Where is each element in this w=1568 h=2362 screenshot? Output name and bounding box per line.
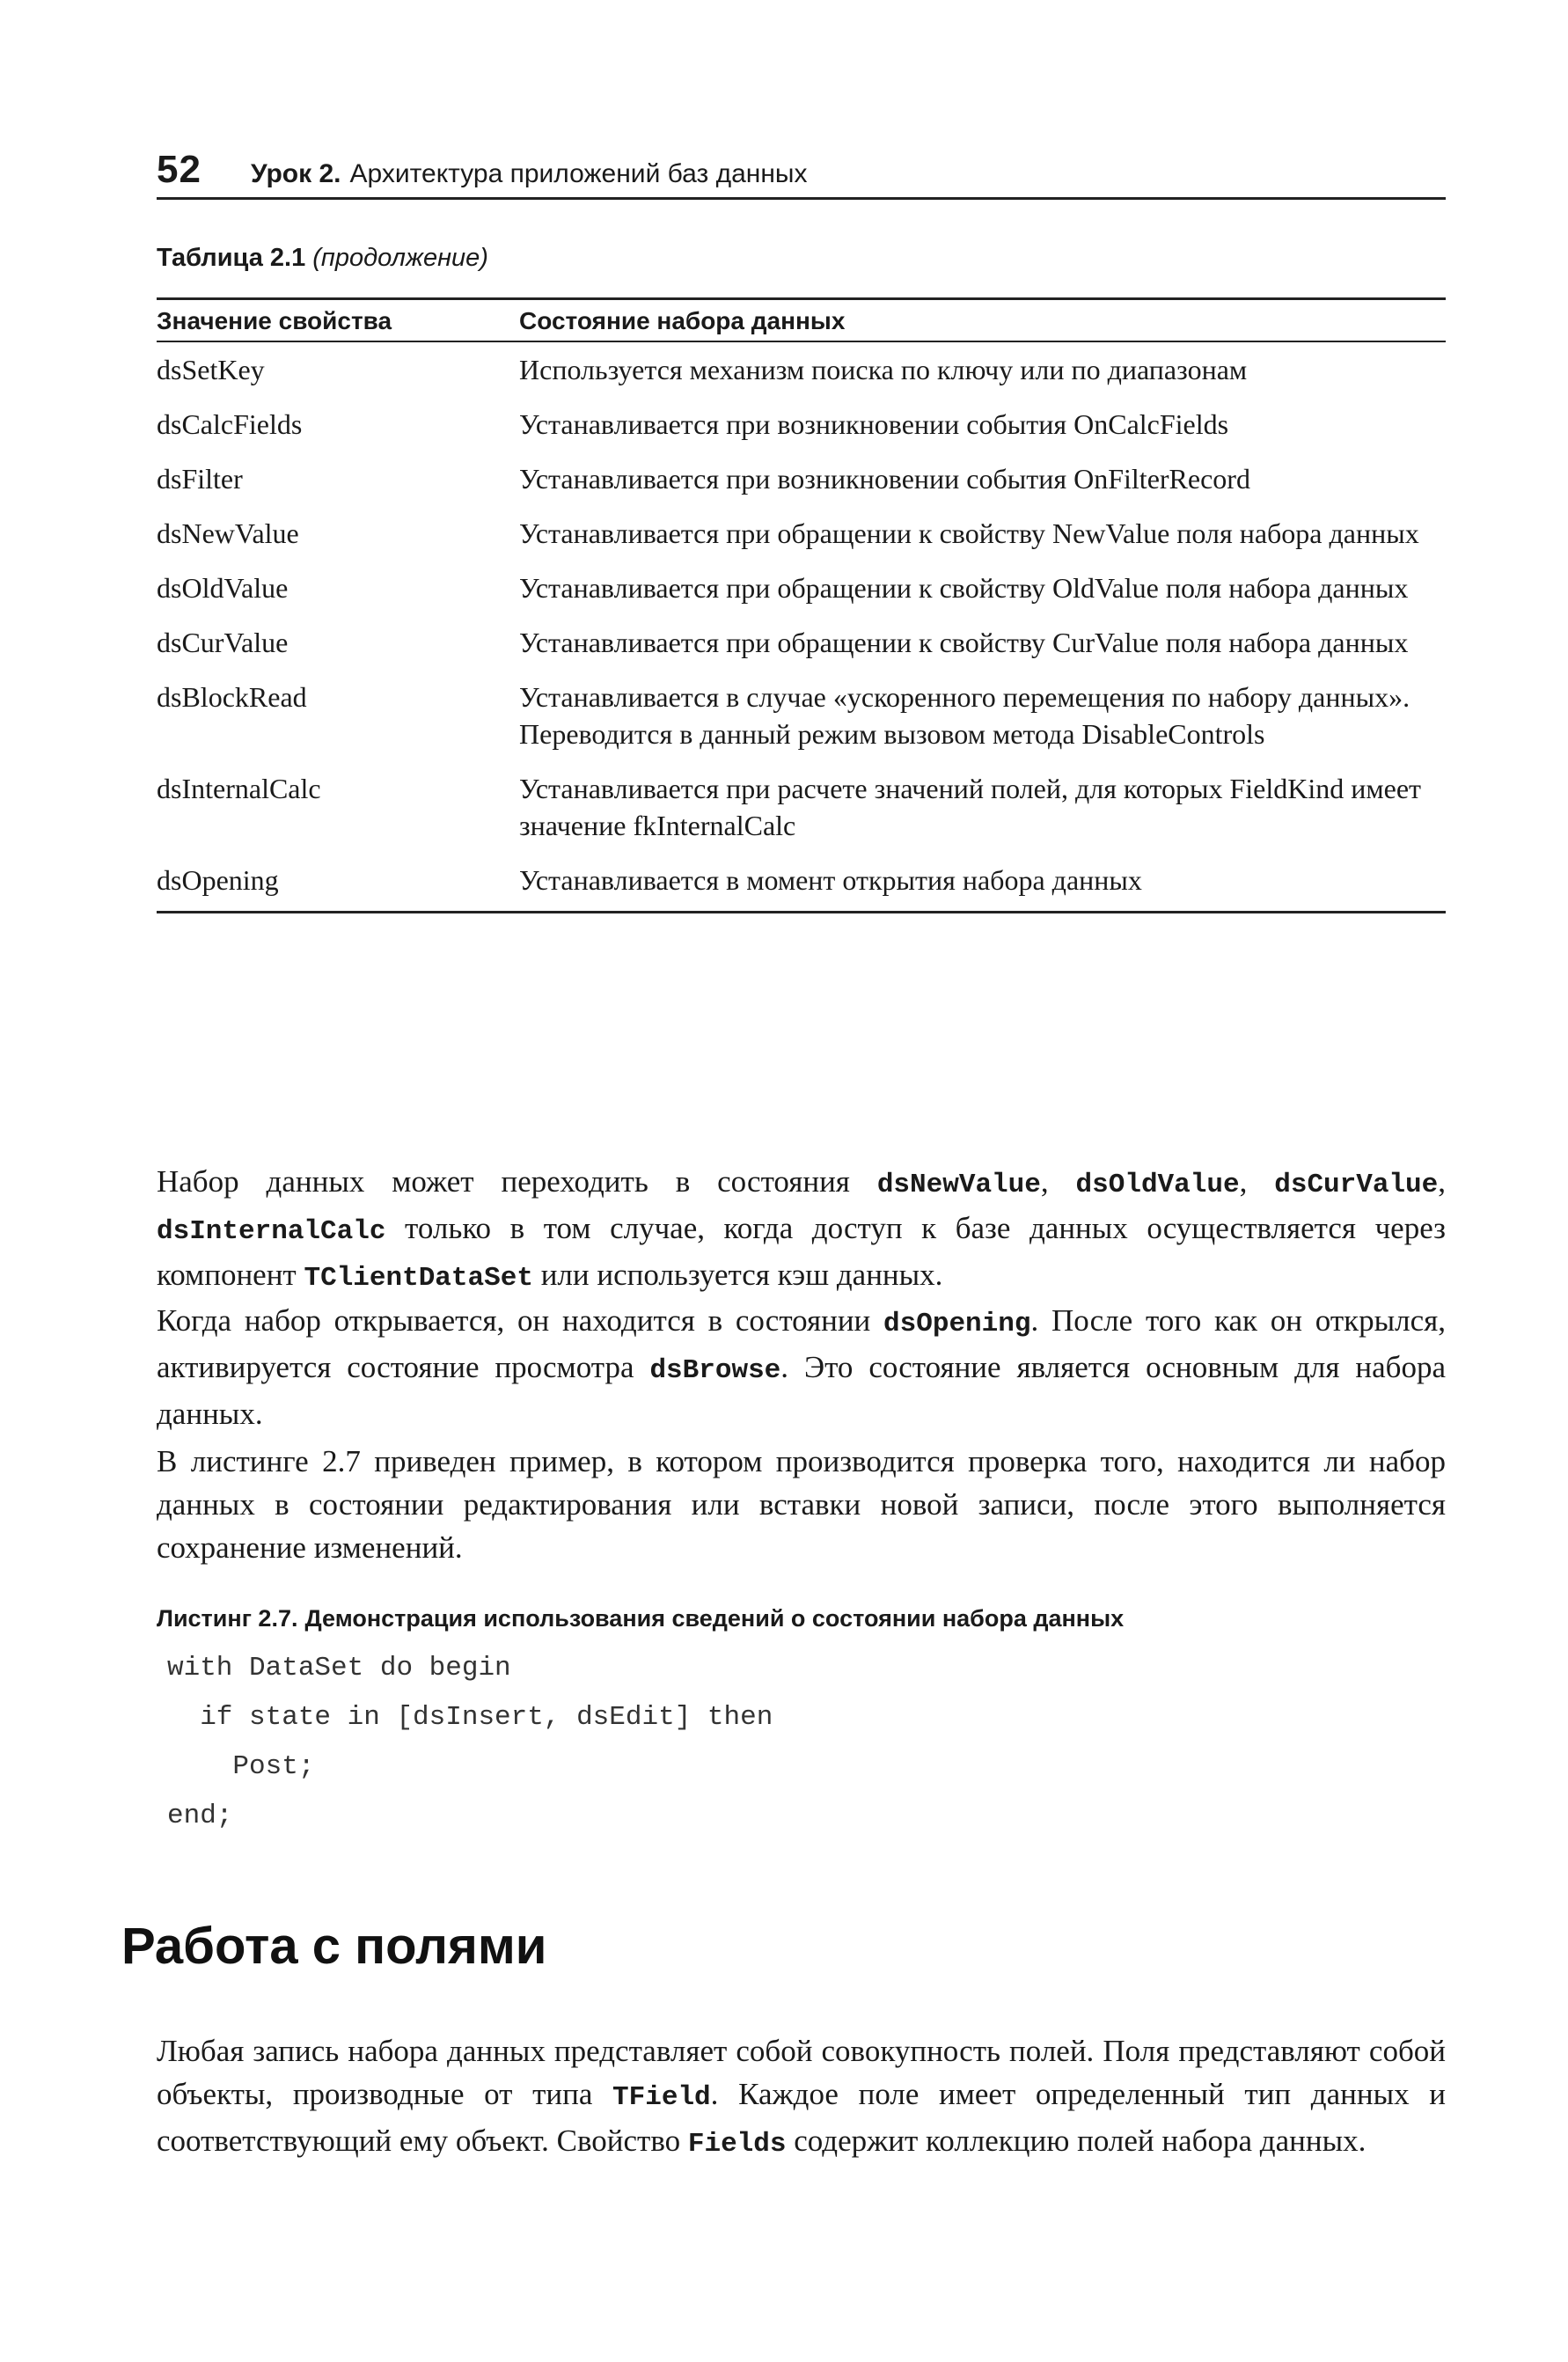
code-term: dsInternalCalc <box>157 1216 386 1247</box>
code-term: dsNewValue <box>876 1170 1041 1200</box>
table-caption-number: Таблица 2.1 <box>157 244 306 272</box>
text-run: содержит коллекцию полей набора данных. <box>786 2124 1367 2158</box>
text-run: Когда набор открывается, он находится в состоянии <box>157 1303 884 1338</box>
lesson-title: Архитектура приложений баз данных <box>349 159 808 188</box>
text-run: . После того как он открылся, активируется состояние просмотра <box>157 1303 1446 1384</box>
cell-value: dsInternalCalc <box>157 773 321 804</box>
cell-value: dsBlockRead <box>157 681 307 713</box>
cell-value: dsOpening <box>157 853 519 913</box>
text-run: только в том случае, когда доступ к базе данных осуществляется через компонент <box>157 1211 1446 1292</box>
code-term: TClientDataSet <box>304 1263 533 1294</box>
listing-caption <box>157 1605 1124 1632</box>
table-caption <box>157 244 488 273</box>
paragraph-states <box>157 1160 1446 1300</box>
running-header <box>157 148 1446 200</box>
paragraph-opening <box>157 1299 1446 1435</box>
table-row <box>157 341 1446 397</box>
code-term: Fields <box>687 2129 787 2160</box>
cell-state: Используется механизм поиска по ключу или по диапазонам <box>519 354 1248 385</box>
code-line: if state in [dsInsert, dsEdit] then <box>167 1702 773 1733</box>
text-run: Любая запись набора данных представляет собой совокупность полей. Поля представляют собой объекты, производные от типа <box>157 2034 1446 2111</box>
code-term: dsOldValue <box>1075 1170 1240 1200</box>
paragraph-listing-intro: В листинге 2.7 приведен пример, в котором производится проверка того, находится ли набор данных в состоянии редактирования или вставки новой записи, после этого выполняется сохранение изменений. <box>157 1444 1446 1565</box>
code-term: dsBrowse <box>649 1355 781 1386</box>
cell-state: Устанавливается при возникновении события OnFilterRecord <box>519 463 1250 495</box>
listing-label: Листинг 2.7. <box>157 1605 298 1632</box>
code-line: Post; <box>167 1751 315 1782</box>
text-run: . Это состояние является основным для набора данных. <box>157 1350 1446 1431</box>
code-term: TField <box>612 2082 711 2113</box>
table-row <box>157 853 1446 913</box>
table-row <box>157 615 1446 670</box>
text-run: , <box>1040 1164 1076 1199</box>
text-run: , <box>1239 1164 1275 1199</box>
cell-value: dsCalcFields <box>157 408 303 440</box>
cell-state: Устанавливается при обращении к свойству NewValue поля набора данных <box>519 517 1419 549</box>
column-header-state: Состояние набора данных <box>519 299 1446 342</box>
table-row <box>157 761 1446 853</box>
cell-state: Устанавливается в момент открытия набора данных <box>519 853 1446 913</box>
state-table <box>157 297 1446 913</box>
cell-state: Устанавливается при возникновении события OnCalcFields <box>519 408 1229 440</box>
cell-state: Устанавливается при обращении к свойству CurValue поля набора данных <box>519 627 1409 658</box>
cell-state: Устанавливается при обращении к свойству OldValue поля набора данных <box>519 572 1409 604</box>
paragraph-fields <box>157 2029 1446 2166</box>
code-term: dsOpening <box>883 1309 1031 1339</box>
code-line: with DataSet do begin <box>167 1653 511 1683</box>
table-row <box>157 451 1446 506</box>
cell-value: dsCurValue <box>157 627 289 658</box>
table-header-row <box>157 299 1446 342</box>
text-run: или используется кэш данных. <box>532 1258 943 1292</box>
table-row <box>157 561 1446 615</box>
code-line: end; <box>167 1801 233 1831</box>
code-listing <box>167 1644 773 1841</box>
page-number: 52 <box>157 148 201 191</box>
cell-state: Устанавливается при расчете значений полей, для которых FieldKind имеет значение fkInternalCalc <box>519 773 1422 841</box>
cell-state: Устанавливается в случае «ускоренного перемещения по набору данных». Переводится в данный режим вызовом метода DisableControls <box>519 681 1410 750</box>
column-header-value: Значение свойства <box>157 299 519 342</box>
section-heading: Работа с полями <box>121 1918 547 1975</box>
text-run: , <box>1438 1164 1447 1199</box>
table-row <box>157 670 1446 761</box>
listing-title: Демонстрация использования сведений о состоянии набора данных <box>304 1605 1125 1632</box>
table-row <box>157 397 1446 451</box>
lesson-label: Урок 2. <box>250 159 341 188</box>
cell-value: dsFilter <box>157 463 243 495</box>
table-caption-continued: (продолжение) <box>312 244 488 272</box>
table-row <box>157 506 1446 561</box>
cell-value: dsSetKey <box>157 354 265 385</box>
cell-value: dsOldValue <box>157 572 289 604</box>
code-term: dsCurValue <box>1274 1170 1439 1200</box>
text-run: Набор данных может переходить в состояния <box>157 1164 877 1199</box>
cell-value: dsNewValue <box>157 517 299 549</box>
text-run: . Каждое поле имеет определенный тип данных и соответствующий ему объект. Свойство <box>157 2077 1446 2158</box>
